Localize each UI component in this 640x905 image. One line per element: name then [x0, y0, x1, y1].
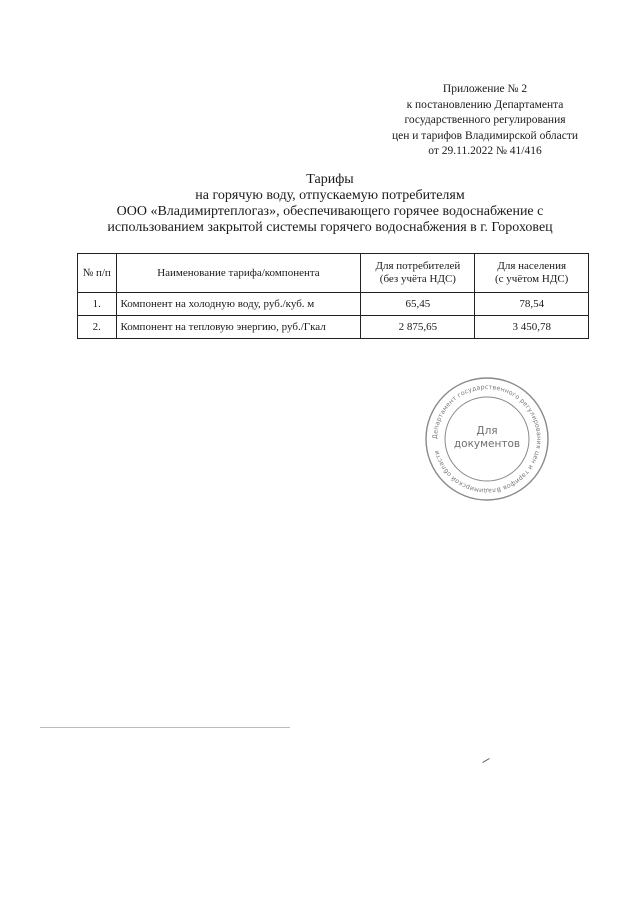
appendix-line-3: государственного регулирования	[404, 114, 566, 126]
stamp-seal-icon	[424, 376, 550, 502]
stamp-center-line-1: Для	[476, 425, 498, 437]
row-consumers-value: 2 875,65	[361, 316, 475, 339]
row-num: 1.	[78, 293, 117, 316]
header-num: № п/п	[78, 254, 117, 293]
appendix-line-2: к постановлению Департамента	[406, 98, 564, 111]
header-consumers-line-2: (без учёта НДС)	[379, 273, 456, 285]
stamp-center-line-2: документов	[453, 438, 521, 450]
official-stamp	[424, 376, 550, 502]
row-consumers-value: 65,45	[361, 293, 475, 316]
appendix-line-5: от 29.11.2022 № 41/416	[428, 145, 542, 157]
header-population	[475, 254, 589, 293]
appendix-header	[370, 82, 600, 160]
header-consumers-line-1: Для потребителей	[375, 260, 461, 272]
header-population-line-1: Для населения	[497, 260, 567, 272]
appendix-line-4: цен и тарифов Владимирской области	[391, 129, 579, 142]
header-population-line-2: (с учётом НДС)	[495, 273, 569, 285]
row-population-value: 78,54	[475, 293, 589, 316]
document-title	[60, 172, 600, 236]
scan-speck	[40, 727, 290, 728]
row-population-value: 3 450,78	[475, 316, 589, 339]
row-name: Компонент на тепловую энергию, руб./Гкал	[116, 316, 361, 339]
table-header-row	[78, 254, 589, 293]
header-consumers	[361, 254, 475, 293]
title-line-3: ООО «Владимиртеплогаз», обеспечивающего горячее водоснабжение с	[116, 204, 544, 219]
tariff-table	[77, 253, 589, 339]
row-num: 2.	[78, 316, 117, 339]
appendix-line-1: Приложение № 2	[442, 83, 528, 95]
title-line-2: на горячую воду, отпускаемую потребителям	[195, 188, 465, 203]
row-name: Компонент на холодную воду, руб./куб. м	[116, 293, 361, 316]
scan-speck	[482, 758, 489, 763]
title-line-4: использованием закрытой системы горячего водоснабжения в г. Гороховец	[107, 220, 553, 235]
stamp-ring-textpath: Департамент государственного регулирования цен и тарифов Владимирской области	[431, 383, 543, 495]
table-row	[78, 316, 589, 339]
table-row	[78, 293, 589, 316]
title-line-1: Тарифы	[306, 172, 354, 187]
header-name: Наименование тарифа/компонента	[116, 254, 361, 293]
